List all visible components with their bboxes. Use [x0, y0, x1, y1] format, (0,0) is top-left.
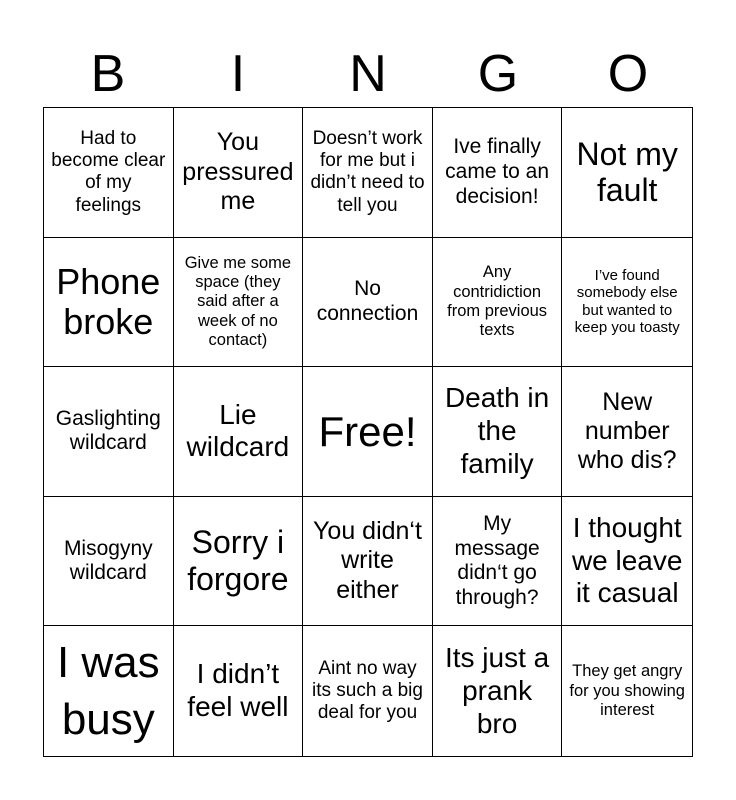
- bingo-cell[interactable]: You pressured me: [174, 108, 304, 238]
- bingo-cell[interactable]: Doesn’t work for me but i didn’t need to tell you: [303, 108, 433, 238]
- bingo-cell[interactable]: Any contridiction from previous texts: [433, 238, 563, 368]
- bingo-cell[interactable]: Gaslighting wildcard: [44, 367, 174, 497]
- bingo-cell[interactable]: I didn’t feel well: [174, 626, 304, 756]
- header-letter-g: G: [477, 45, 519, 103]
- bingo-cell[interactable]: Ive finally came to an decision!: [433, 108, 563, 238]
- bingo-cell[interactable]: You didn‘t write either: [303, 497, 433, 627]
- bingo-cell[interactable]: Aint no way its such a big deal for you: [303, 626, 433, 756]
- bingo-cell[interactable]: Lie wildcard: [174, 367, 304, 497]
- bingo-cell[interactable]: Sorry i forgore: [174, 497, 304, 627]
- bingo-cell[interactable]: I was busy: [44, 626, 174, 756]
- header-letter-n: N: [349, 45, 387, 103]
- bingo-cell[interactable]: I’ve found somebody else but wanted to keep you toasty: [562, 238, 692, 368]
- bingo-grid: [43, 107, 693, 757]
- bingo-cell[interactable]: Had to become clear of my feelings: [44, 108, 174, 238]
- bingo-cell[interactable]: Give me some space (they said after a week of no contact): [174, 238, 304, 368]
- free-space[interactable]: Free!: [303, 367, 433, 497]
- bingo-header: [43, 40, 693, 108]
- bingo-cell[interactable]: Death in the family: [433, 367, 563, 497]
- bingo-cell[interactable]: Misogyny wildcard: [44, 497, 174, 627]
- bingo-cell[interactable]: Not my fault: [562, 108, 692, 238]
- header-letter-b: B: [90, 45, 126, 103]
- bingo-cell[interactable]: New number who dis?: [562, 367, 692, 497]
- bingo-cell[interactable]: Its just a prank bro: [433, 626, 563, 756]
- bingo-cell[interactable]: No connection: [303, 238, 433, 368]
- header-letter-o: O: [607, 45, 649, 103]
- bingo-cell[interactable]: They get angry for you showing interest: [569, 662, 685, 719]
- bingo-cell[interactable]: My message didn‘t go through?: [433, 497, 563, 627]
- bingo-cell[interactable]: Phone broke: [44, 238, 174, 368]
- bingo-cell[interactable]: I thought we leave it casual: [562, 497, 692, 627]
- header-letter-i: I: [230, 45, 246, 103]
